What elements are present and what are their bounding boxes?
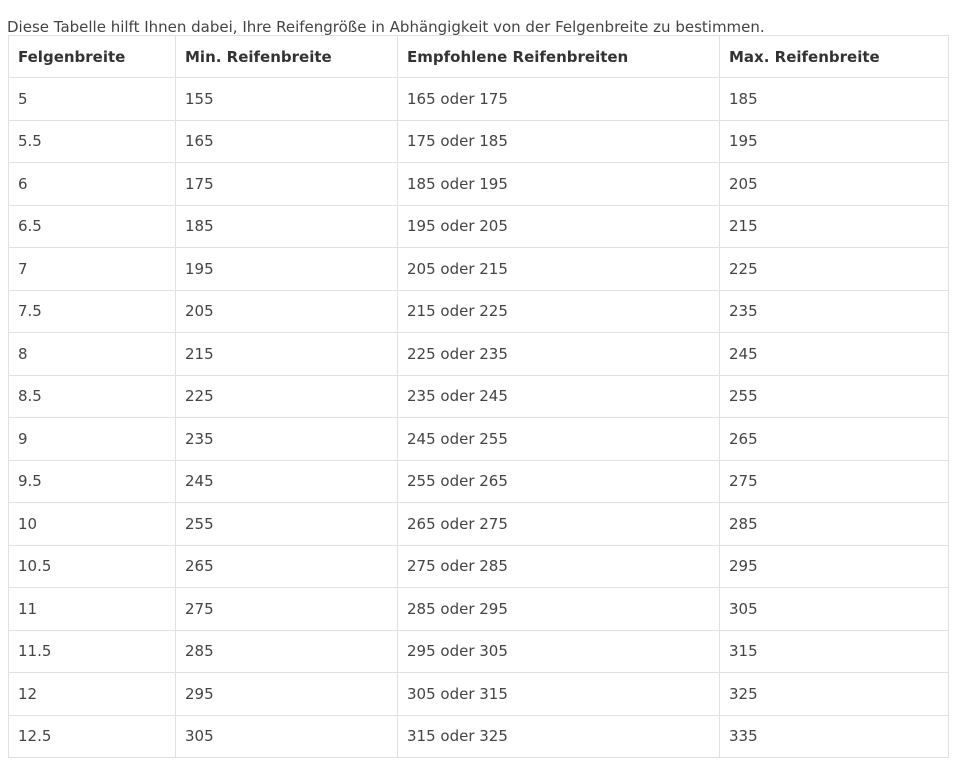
header-row — [9, 36, 949, 78]
cell-max-reifenbreite: 185 — [720, 78, 949, 121]
cell-empfohlene-reifenbreiten: 285 oder 295 — [398, 588, 720, 631]
cell-felgenbreite: 5.5 — [9, 120, 176, 163]
cell-felgenbreite: 9 — [9, 418, 176, 461]
cell-felgenbreite: 7 — [9, 248, 176, 291]
cell-min-reifenbreite: 195 — [176, 248, 398, 291]
cell-felgenbreite: 12 — [9, 673, 176, 716]
cell-empfohlene-reifenbreiten: 215 oder 225 — [398, 290, 720, 333]
cell-max-reifenbreite: 315 — [720, 630, 949, 673]
cell-empfohlene-reifenbreiten: 275 oder 285 — [398, 545, 720, 588]
table-row — [9, 163, 949, 206]
cell-min-reifenbreite: 295 — [176, 673, 398, 716]
cell-min-reifenbreite: 235 — [176, 418, 398, 461]
table-row — [9, 673, 949, 716]
table-header — [9, 36, 949, 78]
cell-min-reifenbreite: 225 — [176, 375, 398, 418]
header-empfohlene-reifenbreiten: Empfohlene Reifenbreiten — [398, 36, 720, 78]
table-row — [9, 78, 949, 121]
cell-min-reifenbreite: 285 — [176, 630, 398, 673]
table-row — [9, 333, 949, 376]
cell-min-reifenbreite: 175 — [176, 163, 398, 206]
cell-felgenbreite: 7.5 — [9, 290, 176, 333]
cell-min-reifenbreite: 205 — [176, 290, 398, 333]
cell-felgenbreite: 6 — [9, 163, 176, 206]
cell-empfohlene-reifenbreiten: 295 oder 305 — [398, 630, 720, 673]
cell-felgenbreite: 12.5 — [9, 715, 176, 758]
cell-empfohlene-reifenbreiten: 255 oder 265 — [398, 460, 720, 503]
cell-max-reifenbreite: 325 — [720, 673, 949, 716]
cell-empfohlene-reifenbreiten: 305 oder 315 — [398, 673, 720, 716]
cell-max-reifenbreite: 215 — [720, 205, 949, 248]
cell-max-reifenbreite: 275 — [720, 460, 949, 503]
cell-max-reifenbreite: 245 — [720, 333, 949, 376]
table-body — [9, 78, 949, 758]
cell-empfohlene-reifenbreiten: 265 oder 275 — [398, 503, 720, 546]
tire-size-table — [8, 35, 949, 758]
table-row — [9, 503, 949, 546]
cell-min-reifenbreite: 165 — [176, 120, 398, 163]
cell-max-reifenbreite: 305 — [720, 588, 949, 631]
header-max-reifenbreite: Max. Reifenbreite — [720, 36, 949, 78]
cell-max-reifenbreite: 335 — [720, 715, 949, 758]
cell-min-reifenbreite: 305 — [176, 715, 398, 758]
cell-empfohlene-reifenbreiten: 195 oder 205 — [398, 205, 720, 248]
header-min-reifenbreite: Min. Reifenbreite — [176, 36, 398, 78]
cell-min-reifenbreite: 265 — [176, 545, 398, 588]
table-row — [9, 630, 949, 673]
table-row — [9, 375, 949, 418]
cell-max-reifenbreite: 285 — [720, 503, 949, 546]
cell-min-reifenbreite: 155 — [176, 78, 398, 121]
cell-empfohlene-reifenbreiten: 185 oder 195 — [398, 163, 720, 206]
table-row — [9, 120, 949, 163]
cell-felgenbreite: 6.5 — [9, 205, 176, 248]
table-row — [9, 205, 949, 248]
cell-felgenbreite: 8.5 — [9, 375, 176, 418]
table-row — [9, 460, 949, 503]
cell-max-reifenbreite: 235 — [720, 290, 949, 333]
cell-empfohlene-reifenbreiten: 225 oder 235 — [398, 333, 720, 376]
cell-felgenbreite: 5 — [9, 78, 176, 121]
cell-min-reifenbreite: 275 — [176, 588, 398, 631]
cell-empfohlene-reifenbreiten: 165 oder 175 — [398, 78, 720, 121]
cell-empfohlene-reifenbreiten: 235 oder 245 — [398, 375, 720, 418]
table-row — [9, 545, 949, 588]
cell-felgenbreite: 10 — [9, 503, 176, 546]
table-row — [9, 588, 949, 631]
cell-empfohlene-reifenbreiten: 245 oder 255 — [398, 418, 720, 461]
cell-felgenbreite: 11 — [9, 588, 176, 631]
cell-max-reifenbreite: 255 — [720, 375, 949, 418]
cell-min-reifenbreite: 215 — [176, 333, 398, 376]
cell-max-reifenbreite: 195 — [720, 120, 949, 163]
intro-text: Diese Tabelle hilft Ihnen dabei, Ihre Reifengröße in Abhängigkeit von der Felgenbreite zu bestimmen. — [7, 18, 765, 36]
cell-max-reifenbreite: 265 — [720, 418, 949, 461]
cell-empfohlene-reifenbreiten: 315 oder 325 — [398, 715, 720, 758]
cell-min-reifenbreite: 255 — [176, 503, 398, 546]
table-row — [9, 290, 949, 333]
cell-felgenbreite: 10.5 — [9, 545, 176, 588]
cell-felgenbreite: 8 — [9, 333, 176, 376]
cell-max-reifenbreite: 295 — [720, 545, 949, 588]
cell-empfohlene-reifenbreiten: 205 oder 215 — [398, 248, 720, 291]
cell-max-reifenbreite: 225 — [720, 248, 949, 291]
cell-min-reifenbreite: 185 — [176, 205, 398, 248]
cell-felgenbreite: 11.5 — [9, 630, 176, 673]
cell-min-reifenbreite: 245 — [176, 460, 398, 503]
header-felgenbreite: Felgenbreite — [9, 36, 176, 78]
table-row — [9, 418, 949, 461]
cell-empfohlene-reifenbreiten: 175 oder 185 — [398, 120, 720, 163]
table-row — [9, 715, 949, 758]
table-row — [9, 248, 949, 291]
cell-max-reifenbreite: 205 — [720, 163, 949, 206]
cell-felgenbreite: 9.5 — [9, 460, 176, 503]
